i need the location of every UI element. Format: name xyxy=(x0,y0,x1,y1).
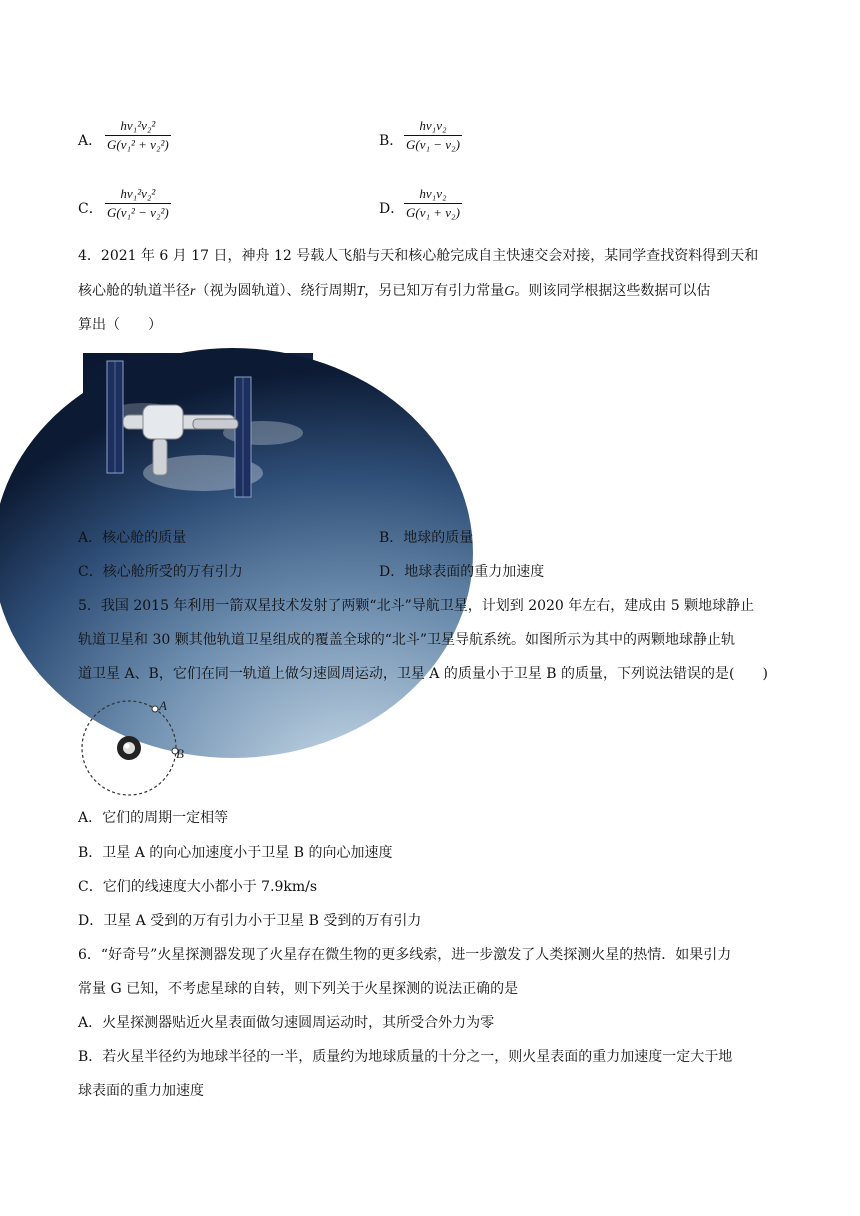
satellite-a-label: A xyxy=(159,698,167,713)
q4-option-c: C．核心舱所受的万有引力 xyxy=(78,564,243,580)
q4-stem-line-2: 核心舱的轨道半径r（视为圆轨道）、绕行周期T，另已知万有引力常量G。则该同学根据这些数据可以估 xyxy=(78,283,711,299)
q5-option-d: D．卫星 A 受到的万有引力小于卫星 B 受到的万有引力 xyxy=(78,913,422,929)
q3-option-d-numerator: hv₁v₂ xyxy=(419,186,447,201)
q3-option-d-fraction xyxy=(404,186,462,221)
q4-option-b: B．地球的质量 xyxy=(379,530,474,546)
q3-option-a-denominator: G(v₁² + v₂²) xyxy=(107,137,169,152)
q5-stem-line-3: 道卫星 A、B，它们在同一轨道上做匀速圆周运动，卫星 A 的质量小于卫星 B 的质量，下列说法错误的是( ) xyxy=(78,666,768,682)
q4-option-a: A．核心舱的质量 xyxy=(78,530,187,546)
q3-option-a-fraction xyxy=(105,118,171,153)
q3-option-c-fraction xyxy=(105,186,171,221)
q3-option-c-letter: C． xyxy=(78,201,103,217)
q3-option-b-denominator: G(v₁ − v₂) xyxy=(406,137,460,152)
q5-stem-line-1: 5．我国 2015 年利用一箭双星技术发射了两颗“北斗”导航卫星，计划到 2020 年左右，建成由 5 颗地球静止 xyxy=(78,598,755,614)
space-station-photo xyxy=(83,353,313,507)
q3-option-b-letter: B． xyxy=(379,133,404,149)
satellite-orbit-diagram xyxy=(79,698,183,798)
q4-option-d: D．地球表面的重力加速度 xyxy=(379,564,545,580)
q3-option-b-fraction xyxy=(404,118,462,153)
q3-option-c-numerator: hv₁²v₂² xyxy=(120,186,156,201)
q5-option-c: C．它们的线速度大小都小于 7.9km/s xyxy=(78,879,318,895)
q6-stem-line-1: 6．“好奇号”火星探测器发现了火星存在微生物的更多线索，进一步激发了人类探测火星的热情．如果引力 xyxy=(78,947,732,963)
q6-option-b-line-1: B．若火星半径约为地球半径的一半，质量约为地球质量的十分之一，则火星表面的重力加速度一定大于地 xyxy=(78,1049,733,1065)
q3-option-d-letter: D． xyxy=(379,201,405,217)
q3-option-a-numerator: hv₁²v₂² xyxy=(120,118,156,133)
satellite-b-label: B xyxy=(176,746,184,761)
q6-option-b-line-2: 球表面的重力加速度 xyxy=(78,1083,204,1099)
q4-stem-line-3: 算出（ ） xyxy=(78,317,162,333)
q3-option-d-denominator: G(v₁ + v₂) xyxy=(406,205,460,220)
q5-option-b: B．卫星 A 的向心加速度小于卫星 B 的向心加速度 xyxy=(78,845,393,861)
q3-option-c-denominator: G(v₁² − v₂²) xyxy=(107,205,169,220)
q3-option-a-letter: A． xyxy=(78,133,103,149)
q4-stem-line-1: 4．2021 年 6 月 17 日，神舟 12 号载人飞船与天和核心舱完成自主快速交会对接，某同学查找资料得到天和 xyxy=(78,248,759,264)
q3-option-b-numerator: hv₁v₂ xyxy=(419,118,447,133)
q6-option-a: A．火星探测器贴近火星表面做匀速圆周运动时，其所受合外力为零 xyxy=(78,1015,495,1031)
q6-stem-line-2: 常量 G 已知，不考虑星球的自转，则下列关于火星探测的说法正确的是 xyxy=(78,981,519,997)
q5-option-a: A．它们的周期一定相等 xyxy=(78,810,229,826)
q5-stem-line-2: 轨道卫星和 30 颗其他轨道卫星组成的覆盖全球的“北斗”卫星导航系统。如图所示为其中的两颗地球静止轨 xyxy=(78,632,736,648)
